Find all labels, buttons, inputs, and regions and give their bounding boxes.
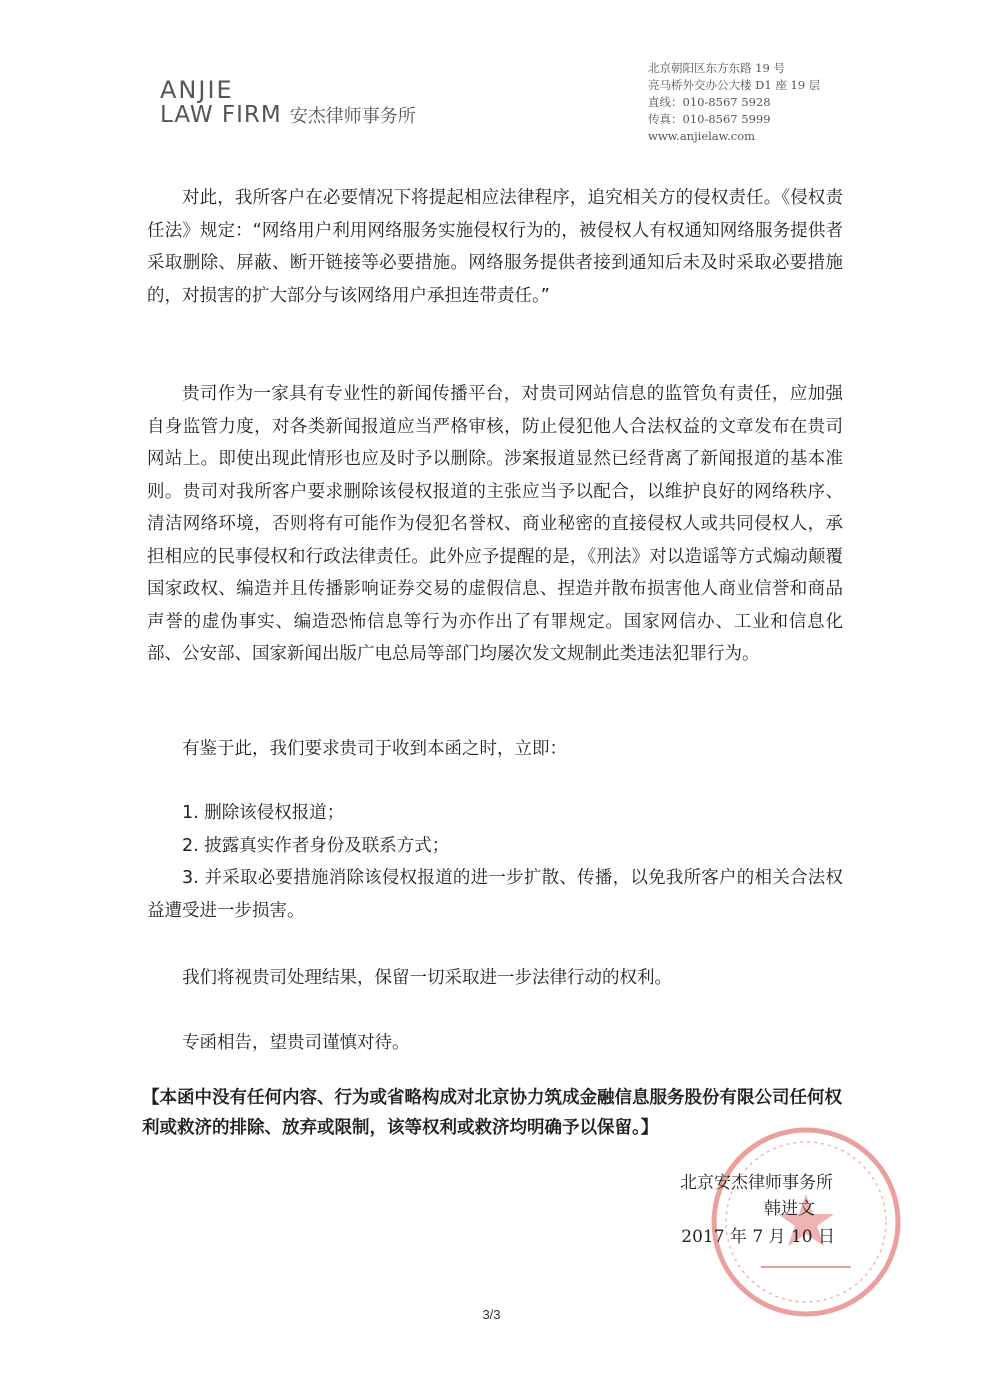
letter-paragraph-3: 有鉴于此，我们要求贵司于收到本函之时，立即： [182, 739, 567, 759]
firm-logo [160, 78, 416, 128]
logo-lawfirm-text: LAW FIRM [160, 102, 282, 128]
list-item: 3. 并采取必要措施消除该侵权报道的进一步扩散、传播，以免我所客户的相关合法权益遭受进一步损害。 [147, 868, 843, 921]
list-item: 1. 删除该侵权报道； [182, 803, 345, 823]
phone-number: 直线：010-8567 5928 [648, 95, 771, 109]
signature-lawyer-name: 韩进文 [764, 1199, 815, 1219]
letter-paragraph-5: 专函相告，望贵司谨慎对待。 [182, 1033, 410, 1053]
website-link[interactable]: www.anjielaw.com [648, 129, 756, 143]
logo-anjie-text: ANJIE [160, 76, 234, 104]
logo-chinese-name: 安杰律师事务所 [289, 106, 416, 127]
list-item: 2. 披露真实作者身份及联系方式； [182, 835, 450, 856]
legal-disclaimer: 【本函中没有任何内容、行为或省略构成对北京协力筑成金融信息服务股份有限公司任何权利或救济的排除、放弃或限制，该等权利或救济均明确予以保留。】 [142, 1088, 842, 1138]
signature-firm-name: 北京安杰律师事务所 [680, 1173, 833, 1193]
address-line-2: 亮马桥外交办公大楼 D1 座 19 层 [648, 78, 821, 92]
letter-paragraph-2: 贵司作为一家具有专业性的新闻传播平台，对贵司网站信息的监管负有责任，应加强自身监管力度，对各类新闻报道应当严格审核，防止侵犯他人合法权益的文章发布在贵司网站上。即使出现此情形也应及时予以删除。涉案报道显然已经背离了新闻报道的基本准则。贵司对我所客户要求删除该侵权报道的主张应当予以配合，以维护良好的网络秩序、清洁网络环境，否则将有可能作为侵犯名誉权、商业秘密的直接侵权人或共同侵权人，承担相应的民事侵权和行政法律责任。此外应予提醒的是，《刑法》对以造谣等方式煽动颠覆国家政权、编造并且传播影响证券交易的虚假信息、捏造并散布损害他人商业信誉和商品声誉的虚伪事实、编造恐怖信息等行为亦作出了有罪规定。国家网信办、工业和信息化部、公安部、国家新闻出版广电总局等部门均屡次发文规制此类违法犯罪行为。 [147, 384, 843, 664]
letter-paragraph-1: 对此，我所客户在必要情况下将提起相应法律程序，追究相关方的侵权责任。《侵权责任法》规定：“网络用户利用网络服务实施侵权行为的，被侵权人有权通知网络服务提供者采取删除、屏蔽、断开链接等必要措施。网络服务提供者接到通知后未及时采取必要措施的，对损害的扩大部分与该网络用户承担连带责任。” [147, 188, 843, 306]
demand-list [147, 797, 843, 927]
firm-address-block [648, 60, 838, 145]
letter-paragraph-4: 我们将视贵司处理结果，保留一切采取进一步法律行动的权利。 [182, 968, 672, 988]
fax-number: 传真：010-8567 5999 [648, 112, 771, 126]
page-number: 3/3 [482, 1307, 501, 1322]
address-line-1: 北京朝阳区东方东路 19 号 [648, 61, 785, 75]
signature-date: 2017 年 7 月 10 日 [681, 1227, 835, 1247]
